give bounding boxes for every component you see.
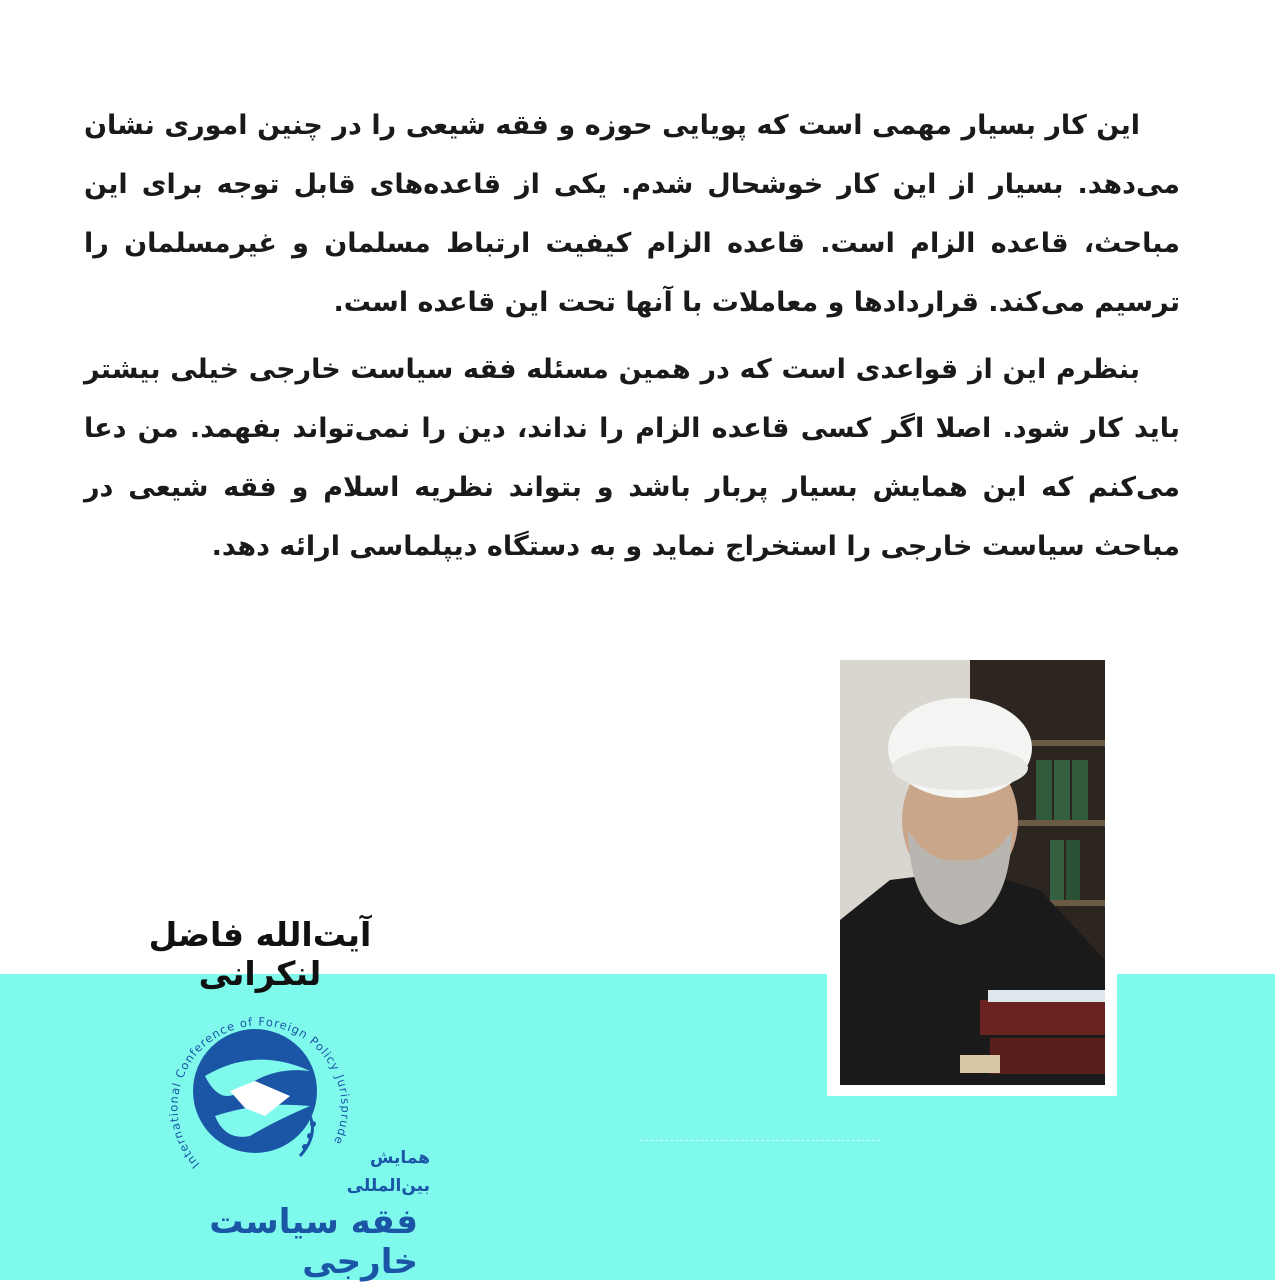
decorative-divider <box>640 1140 880 1141</box>
logo-ring-text: International Conference of Foreign Policy Jurisprude <box>166 1014 353 1172</box>
quote-paragraph-2: بنظرم این از قواعدی است که در همین مسئله فقه سیاست خارجی خیلی بیشتر باید کار شود. اصلا اگر کسی قاعده الزام را نداند، دین را نمی‌تواند بفهمد. من دعا می‌کنم که این همایش بسیار پربار باشد و بتواند نظریه اسلام و فقه شیعی در مباحث سیاست خارجی را استخراج نماید و به دستگاه دیپلماسی ارائه دهد. <box>84 354 1180 562</box>
speaker-name: آیت‌الله فاضل لنکرانی <box>148 915 372 993</box>
logo-title-line-1: همایش <box>370 1148 430 1168</box>
logo-title-line-3: فقه سیاست خارجی <box>209 1202 418 1282</box>
quote-text <box>84 96 1180 584</box>
speaker-photo <box>840 660 1105 1085</box>
quote-paragraph-1: این کار بسیار مهمی است که پویایی حوزه و فقه شیعی را در چنین اموری نشان می‌دهد. بسیار از این کار خوشحال شدم. یکی از قاعده‌های قابل توجه برای این مباحث، قاعده الزام است. قاعده الزام کیفیت ارتباط مسلمان و غیرمسلمان را ترسیم می‌کند. قراردادها و معاملات با آنها تحت این قاعده است. <box>84 110 1180 318</box>
logo-title-line-2: بین‌المللی <box>346 1176 430 1196</box>
